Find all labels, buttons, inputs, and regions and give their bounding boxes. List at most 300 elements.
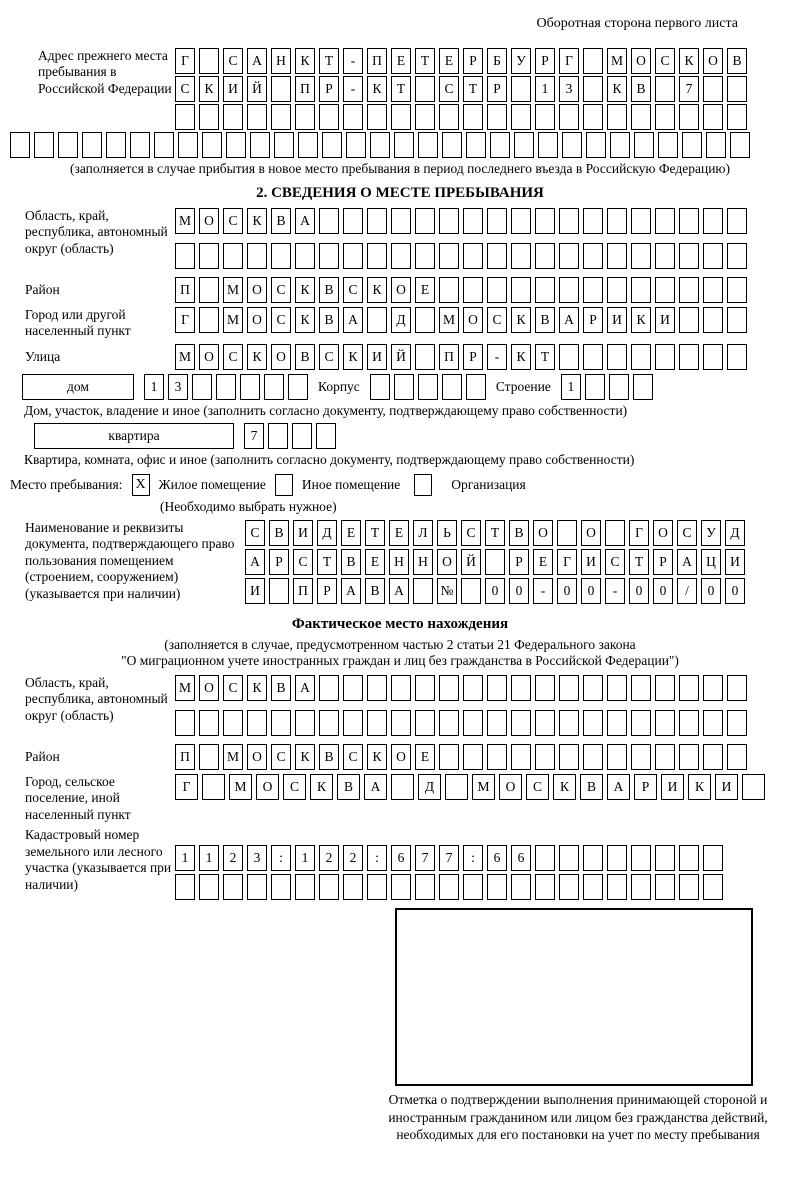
char-cell: К xyxy=(343,344,363,370)
actual-region-rows xyxy=(175,675,747,736)
char-cell: Р xyxy=(463,48,483,74)
char-cell: О xyxy=(199,344,219,370)
option-zhiloe-label: Жилое помещение xyxy=(158,476,266,492)
char-cell: А xyxy=(607,774,630,800)
char-cell xyxy=(655,243,675,269)
char-cell: С xyxy=(343,277,363,303)
char-cell: К xyxy=(367,744,387,770)
char-cell: В xyxy=(271,208,291,234)
char-cell: О xyxy=(391,744,411,770)
char-cell xyxy=(535,277,555,303)
char-cell xyxy=(633,374,653,400)
char-cell xyxy=(607,104,627,130)
char-cell xyxy=(485,549,505,575)
char-cell xyxy=(559,874,579,900)
char-cell: В xyxy=(365,578,385,604)
apartment-field-box: квартира xyxy=(34,423,234,449)
actual-city-group xyxy=(10,774,790,823)
cadastral-group xyxy=(10,827,790,900)
document-label: Наименование и реквизиты документа, подтверждающего право пользования помещением (строением, сооружением) (указывается при наличии) xyxy=(25,519,235,601)
char-cell xyxy=(682,132,702,158)
char-cell xyxy=(679,307,699,333)
char-cell: 1 xyxy=(175,845,195,871)
char-cell xyxy=(703,277,723,303)
char-cell xyxy=(679,344,699,370)
char-cell xyxy=(703,874,723,900)
actual-region-label: Область, край, республика, автономный округ (область) xyxy=(25,674,168,723)
char-cell xyxy=(466,374,486,400)
char-cell: О xyxy=(499,774,522,800)
char-cell xyxy=(418,374,438,400)
char-cell xyxy=(487,874,507,900)
char-cell xyxy=(439,744,459,770)
char-cell xyxy=(727,675,747,701)
district-label: Район xyxy=(25,281,60,297)
char-cell: Н xyxy=(271,48,291,74)
char-cell xyxy=(223,874,243,900)
char-cell xyxy=(415,710,435,736)
char-cell: С xyxy=(319,344,339,370)
char-cell: В xyxy=(727,48,747,74)
char-cell xyxy=(292,423,312,449)
char-cell: С xyxy=(343,744,363,770)
char-cell: О xyxy=(247,307,267,333)
char-cell xyxy=(439,710,459,736)
char-cell xyxy=(319,104,339,130)
char-cell: М xyxy=(229,774,252,800)
char-cell: Т xyxy=(535,344,555,370)
char-cell xyxy=(535,874,555,900)
char-cell xyxy=(487,277,507,303)
char-cell xyxy=(394,132,414,158)
char-cell xyxy=(559,208,579,234)
char-cell xyxy=(442,374,462,400)
char-cell xyxy=(703,208,723,234)
apartment-number-boxes xyxy=(244,423,336,449)
char-cell: В xyxy=(269,520,289,546)
char-cell: П xyxy=(175,277,195,303)
char-cell xyxy=(178,132,198,158)
char-cell xyxy=(247,710,267,736)
char-cell xyxy=(514,132,534,158)
char-cell: М xyxy=(175,344,195,370)
char-cell: 0 xyxy=(557,578,577,604)
char-cell xyxy=(511,874,531,900)
char-cell: И xyxy=(655,307,675,333)
char-cell xyxy=(703,845,723,871)
char-cell xyxy=(562,132,582,158)
char-cell: С xyxy=(487,307,507,333)
char-cell: О xyxy=(271,344,291,370)
char-cell: Т xyxy=(463,76,483,102)
char-cell: В xyxy=(295,344,315,370)
char-cell: И xyxy=(715,774,738,800)
char-cell xyxy=(295,874,315,900)
char-cell xyxy=(34,132,54,158)
char-cell: С xyxy=(175,76,195,102)
char-cell: 2 xyxy=(343,845,363,871)
char-cell xyxy=(607,344,627,370)
char-cell xyxy=(535,845,555,871)
char-cell: К xyxy=(607,76,627,102)
char-cell xyxy=(511,675,531,701)
char-cell xyxy=(727,104,747,130)
char-cell: 3 xyxy=(168,374,188,400)
char-cell: Т xyxy=(319,48,339,74)
char-cell: О xyxy=(653,520,673,546)
document-row-3 xyxy=(245,578,745,604)
char-cell xyxy=(343,710,363,736)
char-cell xyxy=(415,76,435,102)
char-cell: В xyxy=(631,76,651,102)
char-cell xyxy=(415,675,435,701)
char-cell xyxy=(367,243,387,269)
char-cell: В xyxy=(319,277,339,303)
char-cell xyxy=(199,874,219,900)
char-cell: А xyxy=(559,307,579,333)
char-cell xyxy=(439,874,459,900)
city-group xyxy=(10,307,790,340)
char-cell: С xyxy=(526,774,549,800)
char-cell: К xyxy=(199,76,219,102)
char-cell xyxy=(538,132,558,158)
char-cell xyxy=(607,208,627,234)
char-cell xyxy=(583,277,603,303)
place-type-label: Место пребывания: xyxy=(10,476,123,492)
actual-district-group xyxy=(10,744,790,770)
char-cell xyxy=(487,104,507,130)
char-cell: А xyxy=(295,675,315,701)
char-cell xyxy=(727,277,747,303)
char-cell xyxy=(82,132,102,158)
char-cell: О xyxy=(256,774,279,800)
char-cell: С xyxy=(223,48,243,74)
char-cell xyxy=(269,578,289,604)
char-cell: Т xyxy=(485,520,505,546)
char-cell xyxy=(343,104,363,130)
char-cell xyxy=(559,744,579,770)
char-cell xyxy=(10,132,30,158)
stroenie-label: Строение xyxy=(495,378,551,394)
char-cell: С xyxy=(271,307,291,333)
char-cell: Д xyxy=(725,520,745,546)
char-cell: С xyxy=(677,520,697,546)
char-cell xyxy=(607,874,627,900)
char-cell: А xyxy=(295,208,315,234)
char-cell xyxy=(415,104,435,130)
region-label: Область, край, республика, автономный округ (область) xyxy=(25,208,168,256)
char-cell: П xyxy=(175,744,195,770)
char-cell: В xyxy=(509,520,529,546)
char-cell: Е xyxy=(365,549,385,575)
prev-address-caption: (заполняется в случае прибытия в новое место пребывания в период последнего въезда в Российскую Федерацию) xyxy=(69,161,731,176)
char-cell xyxy=(295,104,315,130)
char-cell: 6 xyxy=(511,845,531,871)
char-cell: Д xyxy=(418,774,441,800)
char-cell xyxy=(511,744,531,770)
char-cell: Д xyxy=(317,520,337,546)
region-rows xyxy=(175,208,747,269)
char-cell xyxy=(559,845,579,871)
char-cell xyxy=(679,104,699,130)
char-cell: Е xyxy=(391,48,411,74)
char-cell xyxy=(559,104,579,130)
option-inoe-label: Иное помещение xyxy=(301,476,401,492)
char-cell: С xyxy=(605,549,625,575)
char-cell: Р xyxy=(269,549,289,575)
char-cell: Р xyxy=(463,344,483,370)
char-cell: М xyxy=(472,774,495,800)
char-cell xyxy=(679,710,699,736)
char-cell xyxy=(583,48,603,74)
char-cell xyxy=(391,675,411,701)
char-cell: Е xyxy=(415,277,435,303)
char-cell: А xyxy=(389,578,409,604)
place-type-group xyxy=(10,474,790,496)
house-group xyxy=(10,374,790,400)
place-type-note: (Необходимо выбрать нужное) xyxy=(160,498,337,514)
char-cell xyxy=(250,132,270,158)
char-cell xyxy=(583,845,603,871)
char-cell xyxy=(295,243,315,269)
stamp-caption: Отметка о подтверждении выполнения принимающей стороной и иностранным гражданином или лицом без гражданства действий, необходимых для его постановки на учет по месту пребывания xyxy=(388,1092,768,1143)
char-cell: В xyxy=(341,549,361,575)
char-cell xyxy=(445,774,468,800)
char-cell: А xyxy=(364,774,387,800)
char-cell xyxy=(439,243,459,269)
char-cell xyxy=(343,874,363,900)
char-cell xyxy=(391,874,411,900)
char-cell: П xyxy=(295,76,315,102)
char-cell xyxy=(199,48,219,74)
char-cell: Й xyxy=(391,344,411,370)
char-cell xyxy=(240,374,260,400)
char-cell: О xyxy=(631,48,651,74)
char-cell xyxy=(415,243,435,269)
char-cell: О xyxy=(247,744,267,770)
char-cell: 1 xyxy=(561,374,581,400)
char-cell xyxy=(655,845,675,871)
char-cell: 7 xyxy=(415,845,435,871)
char-cell xyxy=(463,874,483,900)
char-cell xyxy=(679,277,699,303)
char-cell xyxy=(634,132,654,158)
char-cell: Й xyxy=(247,76,267,102)
char-cell xyxy=(391,208,411,234)
char-cell xyxy=(607,243,627,269)
char-cell: С xyxy=(655,48,675,74)
char-cell xyxy=(202,132,222,158)
char-cell xyxy=(557,520,577,546)
char-cell xyxy=(607,845,627,871)
char-cell xyxy=(727,243,747,269)
char-cell xyxy=(583,208,603,234)
char-cell: К xyxy=(553,774,576,800)
char-cell xyxy=(703,104,723,130)
actual-district-label: Район xyxy=(25,748,60,764)
char-cell: / xyxy=(677,578,697,604)
char-cell: - xyxy=(605,578,625,604)
char-cell: Г xyxy=(559,48,579,74)
char-cell: М xyxy=(223,744,243,770)
char-cell: И xyxy=(581,549,601,575)
char-cell xyxy=(367,104,387,130)
char-cell: К xyxy=(688,774,711,800)
char-cell xyxy=(609,374,629,400)
checkbox-inoe-pomeshchenie xyxy=(275,474,293,496)
char-cell: К xyxy=(679,48,699,74)
char-cell xyxy=(216,374,236,400)
char-cell: С xyxy=(223,675,243,701)
char-cell: И xyxy=(607,307,627,333)
char-cell: О xyxy=(581,520,601,546)
char-cell: И xyxy=(367,344,387,370)
char-cell xyxy=(199,744,219,770)
char-cell: Н xyxy=(413,549,433,575)
char-cell xyxy=(367,874,387,900)
prev-address-group xyxy=(10,48,790,130)
char-cell xyxy=(655,675,675,701)
char-cell xyxy=(487,243,507,269)
actual-city-label: Город, сельское поселение, иной населенный пункт xyxy=(25,773,131,822)
house-caption: Дом, участок, владение и иное (заполнить согласно документу, подтверждающему право собственности) xyxy=(24,402,628,418)
char-cell xyxy=(223,243,243,269)
char-cell xyxy=(727,710,747,736)
char-cell xyxy=(605,520,625,546)
char-cell: 1 xyxy=(535,76,555,102)
char-cell xyxy=(487,208,507,234)
district-row xyxy=(175,277,747,303)
char-cell xyxy=(370,132,390,158)
actual-city-row xyxy=(175,774,765,800)
char-cell: Т xyxy=(317,549,337,575)
region-row-2 xyxy=(175,243,747,269)
char-cell xyxy=(583,104,603,130)
char-cell: Г xyxy=(629,520,649,546)
char-cell xyxy=(370,374,390,400)
actual-location-caption-2: "О миграционном учете иностранных граждан и лиц без гражданства в Российской Федерации") xyxy=(121,652,679,668)
char-cell xyxy=(487,675,507,701)
char-cell: П xyxy=(439,344,459,370)
char-cell: К xyxy=(295,48,315,74)
char-cell xyxy=(679,208,699,234)
char-cell: А xyxy=(245,549,265,575)
stroenie-boxes xyxy=(561,374,653,400)
checkbox-zhiloe-pomeshchenie: X xyxy=(132,474,150,496)
char-cell: Р xyxy=(634,774,657,800)
char-cell xyxy=(226,132,246,158)
char-cell xyxy=(658,132,678,158)
char-cell xyxy=(631,710,651,736)
char-cell: О xyxy=(533,520,553,546)
char-cell xyxy=(631,243,651,269)
char-cell xyxy=(264,374,284,400)
char-cell xyxy=(535,710,555,736)
char-cell: Н xyxy=(389,549,409,575)
char-cell: В xyxy=(580,774,603,800)
char-cell xyxy=(703,675,723,701)
char-cell: Р xyxy=(535,48,555,74)
char-cell xyxy=(703,76,723,102)
char-cell: Е xyxy=(341,520,361,546)
char-cell xyxy=(703,344,723,370)
char-cell: 7 xyxy=(244,423,264,449)
section2-title: 2. СВЕДЕНИЯ О МЕСТЕ ПРЕБЫВАНИЯ xyxy=(256,185,544,201)
char-cell xyxy=(511,104,531,130)
char-cell xyxy=(463,675,483,701)
char-cell xyxy=(413,578,433,604)
char-cell xyxy=(463,710,483,736)
char-cell xyxy=(415,307,435,333)
char-cell xyxy=(199,710,219,736)
char-cell: 0 xyxy=(653,578,673,604)
char-cell xyxy=(559,277,579,303)
char-cell: 0 xyxy=(509,578,529,604)
char-cell xyxy=(631,208,651,234)
char-cell xyxy=(319,208,339,234)
char-cell xyxy=(271,243,291,269)
char-cell xyxy=(367,208,387,234)
char-cell: В xyxy=(319,307,339,333)
char-cell: А xyxy=(343,307,363,333)
char-cell xyxy=(439,277,459,303)
char-cell xyxy=(631,344,651,370)
char-cell xyxy=(631,845,651,871)
char-cell xyxy=(175,710,195,736)
region-group xyxy=(10,208,790,269)
char-cell: С xyxy=(245,520,265,546)
char-cell xyxy=(583,76,603,102)
char-cell: М xyxy=(439,307,459,333)
street-label: Улица xyxy=(25,348,61,364)
char-cell xyxy=(535,104,555,130)
prev-address-row-4 xyxy=(10,132,790,158)
char-cell xyxy=(343,208,363,234)
char-cell: Р xyxy=(317,578,337,604)
char-cell: М xyxy=(175,208,195,234)
char-cell xyxy=(727,208,747,234)
char-cell: Т xyxy=(391,76,411,102)
char-cell: 1 xyxy=(199,845,219,871)
char-cell xyxy=(583,243,603,269)
char-cell xyxy=(199,104,219,130)
char-cell xyxy=(631,874,651,900)
char-cell xyxy=(490,132,510,158)
district-group xyxy=(10,277,790,303)
char-cell: О xyxy=(391,277,411,303)
char-cell xyxy=(274,132,294,158)
char-cell xyxy=(106,132,126,158)
prev-address-rows xyxy=(175,48,747,130)
char-cell xyxy=(58,132,78,158)
char-cell: - xyxy=(343,48,363,74)
char-cell: : xyxy=(367,845,387,871)
char-cell xyxy=(199,277,219,303)
char-cell xyxy=(418,132,438,158)
char-cell: А xyxy=(247,48,267,74)
char-cell: Г xyxy=(175,307,195,333)
char-cell xyxy=(679,675,699,701)
char-cell: Д xyxy=(391,307,411,333)
char-cell: Б xyxy=(487,48,507,74)
city-label: Город или другой населенный пункт xyxy=(25,307,131,339)
char-cell: П xyxy=(293,578,313,604)
prev-address-row-1 xyxy=(175,48,747,74)
char-cell: 7 xyxy=(679,76,699,102)
char-cell: С xyxy=(293,549,313,575)
char-cell xyxy=(463,104,483,130)
char-cell xyxy=(559,675,579,701)
